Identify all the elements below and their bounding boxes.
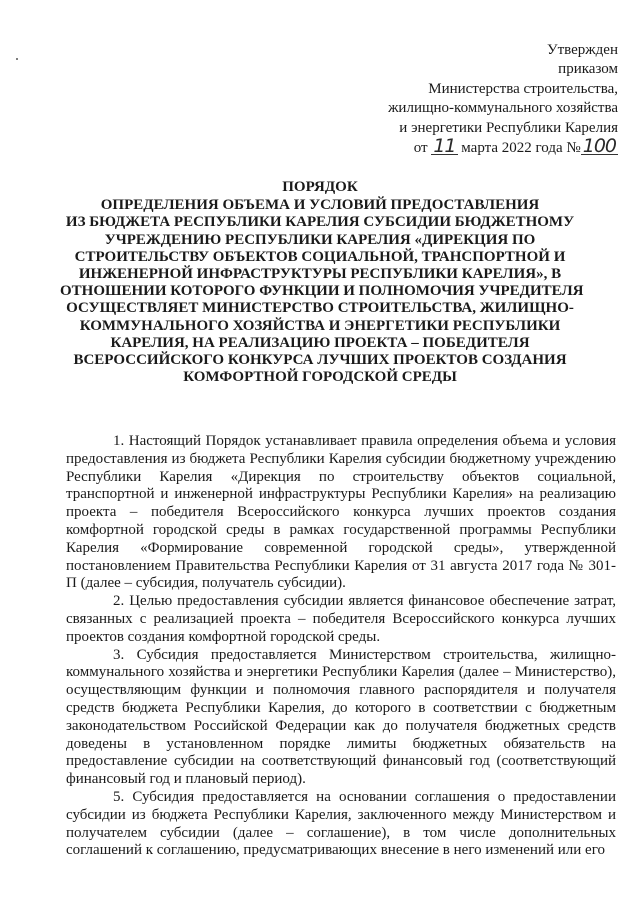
title-line: ВСЕРОССИЙСКОГО КОНКУРСА ЛУЧШИХ ПРОЕКТОВ СОЗДАНИЯ bbox=[73, 352, 567, 369]
title-line: ОТНОШЕНИИ КОТОРОГО ФУНКЦИИ И ПОЛНОМОЧИЯ УЧРЕДИТЕЛЯ bbox=[60, 283, 584, 300]
approval-date-line bbox=[318, 135, 618, 158]
approval-line-approved: Утвержден bbox=[546, 42, 618, 58]
paragraph-2: 2. Целью предоставления субсидии является финансовое обеспечение затрат, связанных с реализацией проекта – победителя Всероссийского конкурса лучших проектов создания комфортной городской среды. bbox=[66, 593, 616, 645]
paragraph-1: 1. Настоящий Порядок устанавливает правила определения объема и условия предоставления из бюджета Республики Карелия субсидии бюджетному учреждению Республики Карелия «Дирекция по строительству объектов социальной, транспортной и инженерной инфраструктуры Республики Карелия» на реализацию проекта – победителя Всероссийского конкурса лучших проектов создания комфортной городской среды в рамках государственной программы Республики Карелия «Формирование современной городской среды», утвержденной постановлением Правительства Республики Карелия от 31 августа 2017 года № 301-П (далее – субсидия, получатель субсидии). bbox=[66, 433, 616, 592]
paragraph-5: 5. Субсидия предоставляется на основании соглашения о предоставлении субсидии из бюджета Республики Карелия, заключенного между Министерством и получателем субсидии (далее – соглашение), в том числе дополнительных соглашений к соглашению, предусматривающих внесение в него изменений или его bbox=[66, 788, 616, 859]
date-prefix: от bbox=[413, 140, 428, 157]
title-line: УЧРЕЖДЕНИЮ РЕСПУБЛИКИ КАРЕЛИЯ «ДИРЕКЦИЯ ПО bbox=[104, 231, 536, 248]
title-line: ОПРЕДЕЛЕНИЯ ОБЪЕМА И УСЛОВИЙ ПРЕДОСТАВЛЕНИЯ bbox=[100, 197, 540, 214]
title-heading: ПОРЯДОК bbox=[282, 179, 358, 195]
approval-line-energy: и энергетики Республики Карелия bbox=[399, 119, 618, 136]
approval-line-by-order: приказом bbox=[558, 61, 618, 78]
paragraph-3: 3. Субсидия предоставляется Министерством строительства, жилищно-коммунального хозяйства и энергетики Республики Карелия (далее – Министерство), осуществляющим функции и полномочия главного распорядителя и получателя средств бюджета Республики Карелия, до которого в соответствии с бюджетным законодательством Российской Федерации как до получателя бюджетных средств доведены в установленном порядке лимиты бюджетных обязательств на предоставление субсидии на соответствующий финансовый год (соответствующий финансовый год и плановый период). bbox=[66, 646, 616, 788]
title-line: КАРЕЛИЯ, НА РЕАЛИЗАЦИЮ ПРОЕКТА – ПОБЕДИТЕЛЯ bbox=[110, 334, 530, 351]
title-line: СТРОИТЕЛЬСТВУ ОБЪЕКТОВ СОЦИАЛЬНОЙ, ТРАНСПОРТНОЙ И bbox=[74, 248, 566, 265]
title-line: ИЗ БЮДЖЕТА РЕСПУБЛИКИ КАРЕЛИЯ СУБСИДИИ БЮДЖЕТНОМУ bbox=[65, 214, 575, 231]
scan-speck bbox=[16, 58, 18, 60]
title-line: КОММУНАЛЬНОГО ХОЗЯЙСТВА И ЭНЕРГЕТИКИ РЕСПУБЛИКИ bbox=[79, 317, 561, 334]
document-title bbox=[60, 179, 584, 386]
handwritten-day: 11 bbox=[433, 135, 456, 158]
handwritten-order-number: 100 bbox=[582, 135, 616, 158]
title-line: ОСУЩЕСТВЛЯЕТ МИНИСТЕРСТВО СТРОИТЕЛЬСТВА, ЖИЛИЩНО- bbox=[66, 300, 574, 317]
approval-stamp-block bbox=[318, 41, 618, 158]
document-body bbox=[66, 433, 616, 860]
title-line: ИНЖЕНЕРНОЙ ИНФРАСТРУКТУРЫ РЕСПУБЛИКИ КАРЕЛИЯ», В bbox=[78, 266, 562, 283]
date-middle: марта 2022 года № bbox=[461, 140, 581, 157]
approval-line-housing: жилищно-коммунального хозяйства bbox=[388, 100, 618, 117]
approval-line-ministry: Министерства строительства, bbox=[428, 80, 618, 97]
title-line: КОМФОРТНОЙ ГОРОДСКОЙ СРЕДЫ bbox=[183, 369, 457, 386]
